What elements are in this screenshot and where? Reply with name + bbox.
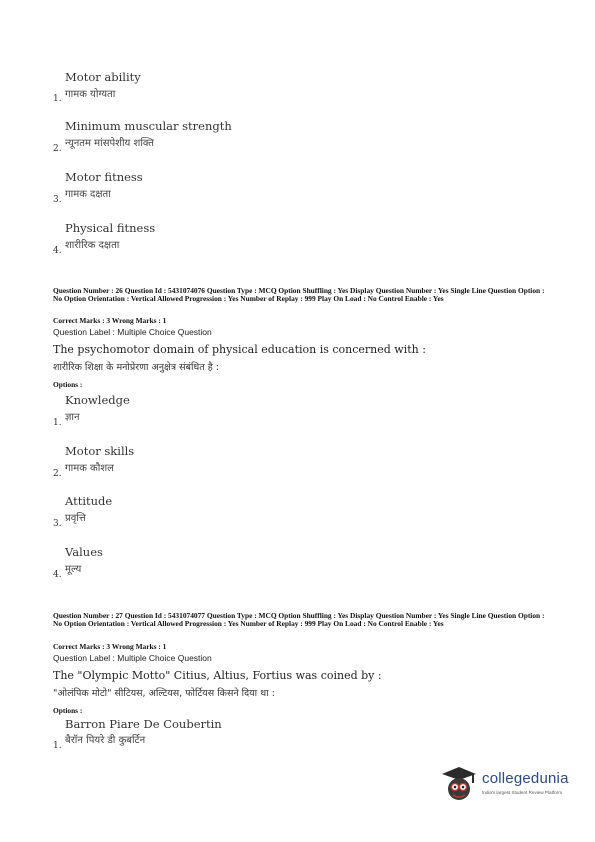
option-number: 2.: [53, 144, 62, 154]
option-number: 4.: [53, 246, 62, 256]
options-heading: Options :: [53, 380, 83, 389]
options-heading: Options :: [53, 706, 83, 715]
option-text-en: Motor ability: [65, 70, 141, 84]
option-text-hi: ज्ञान: [65, 412, 80, 423]
logo-tagline: India's largest Student Review Platform: [482, 790, 563, 795]
option-number: 3.: [53, 195, 62, 205]
option-text-hi: गामक कौशल: [65, 463, 114, 474]
question-marks: Correct Marks : 3 Wrong Marks : 1: [53, 642, 167, 651]
option-text-en: Minimum muscular strength: [65, 119, 232, 133]
mascot-icon: [438, 764, 480, 808]
option-text-en: Values: [65, 545, 103, 559]
option-text-en: Physical fitness: [65, 221, 156, 235]
option-number: 1.: [53, 94, 62, 104]
question-label: Question Label : Multiple Choice Question: [53, 653, 212, 663]
option-text-en: Attitude: [65, 494, 113, 508]
option-text-en: Motor skills: [65, 444, 135, 458]
option-number: 3.: [53, 519, 62, 529]
option-text-hi: बैरॉन पियरे डी कुबर्टिन: [65, 735, 146, 746]
question-label: Question Label : Multiple Choice Question: [53, 327, 212, 337]
option-text-hi: गामक दक्षता: [65, 189, 111, 200]
question-marks: Correct Marks : 3 Wrong Marks : 1: [53, 316, 167, 325]
option-number: 1.: [53, 741, 62, 751]
collegedunia-logo: [438, 764, 588, 808]
logo-brand-text: collegedunia: [482, 770, 569, 787]
question-text-hi: शारीरिक शिक्षा के मनोप्रेरणा अनुक्षेत्र संबंधित है :: [53, 362, 219, 373]
option-text-en: Barron Piare De Coubertin: [65, 717, 222, 731]
option-text-hi: गामक योग्यता: [65, 89, 116, 100]
question-text-hi: "ओलंपिक मोटो" सीटियस, अल्टियस, फोर्टियस किसने दिया था :: [53, 688, 275, 699]
option-number: 2.: [53, 469, 62, 479]
option-text-en: Knowledge: [65, 393, 130, 407]
question-text-en: The "Olympic Motto" Citius, Altius, Fortius was coined by :: [53, 669, 382, 682]
option-number: 4.: [53, 570, 62, 580]
option-text-hi: प्रवृत्ति: [65, 513, 86, 524]
option-text-en: Motor fitness: [65, 170, 143, 184]
question-meta: Question Number : 26 Question Id : 5431074076 Question Type : MCQ Option Shuffling : Yes Display Question Number : Yes Single Line Question Option : No Option Orientation : Vertical Allowed Progression : Yes Number of Replay : 999 Play On Load : No Control Enable : Yes: [53, 286, 545, 303]
option-text-hi: न्यूनतम मांसपेशीय शक्ति: [65, 138, 154, 149]
question-meta: Question Number : 27 Question Id : 5431074077 Question Type : MCQ Option Shuffling : Yes Display Question Number : Yes Single Line Question Option : No Option Orientation : Vertical Allowed Progression : Yes Number of Replay : 999 Play On Load : No Control Enable : Yes: [53, 611, 545, 628]
option-text-hi: शारीरिक दक्षता: [65, 240, 120, 251]
option-number: 1.: [53, 418, 62, 428]
question-text-en: The psychomotor domain of physical education is concerned with :: [53, 343, 426, 356]
option-text-hi: मूल्य: [65, 564, 82, 575]
